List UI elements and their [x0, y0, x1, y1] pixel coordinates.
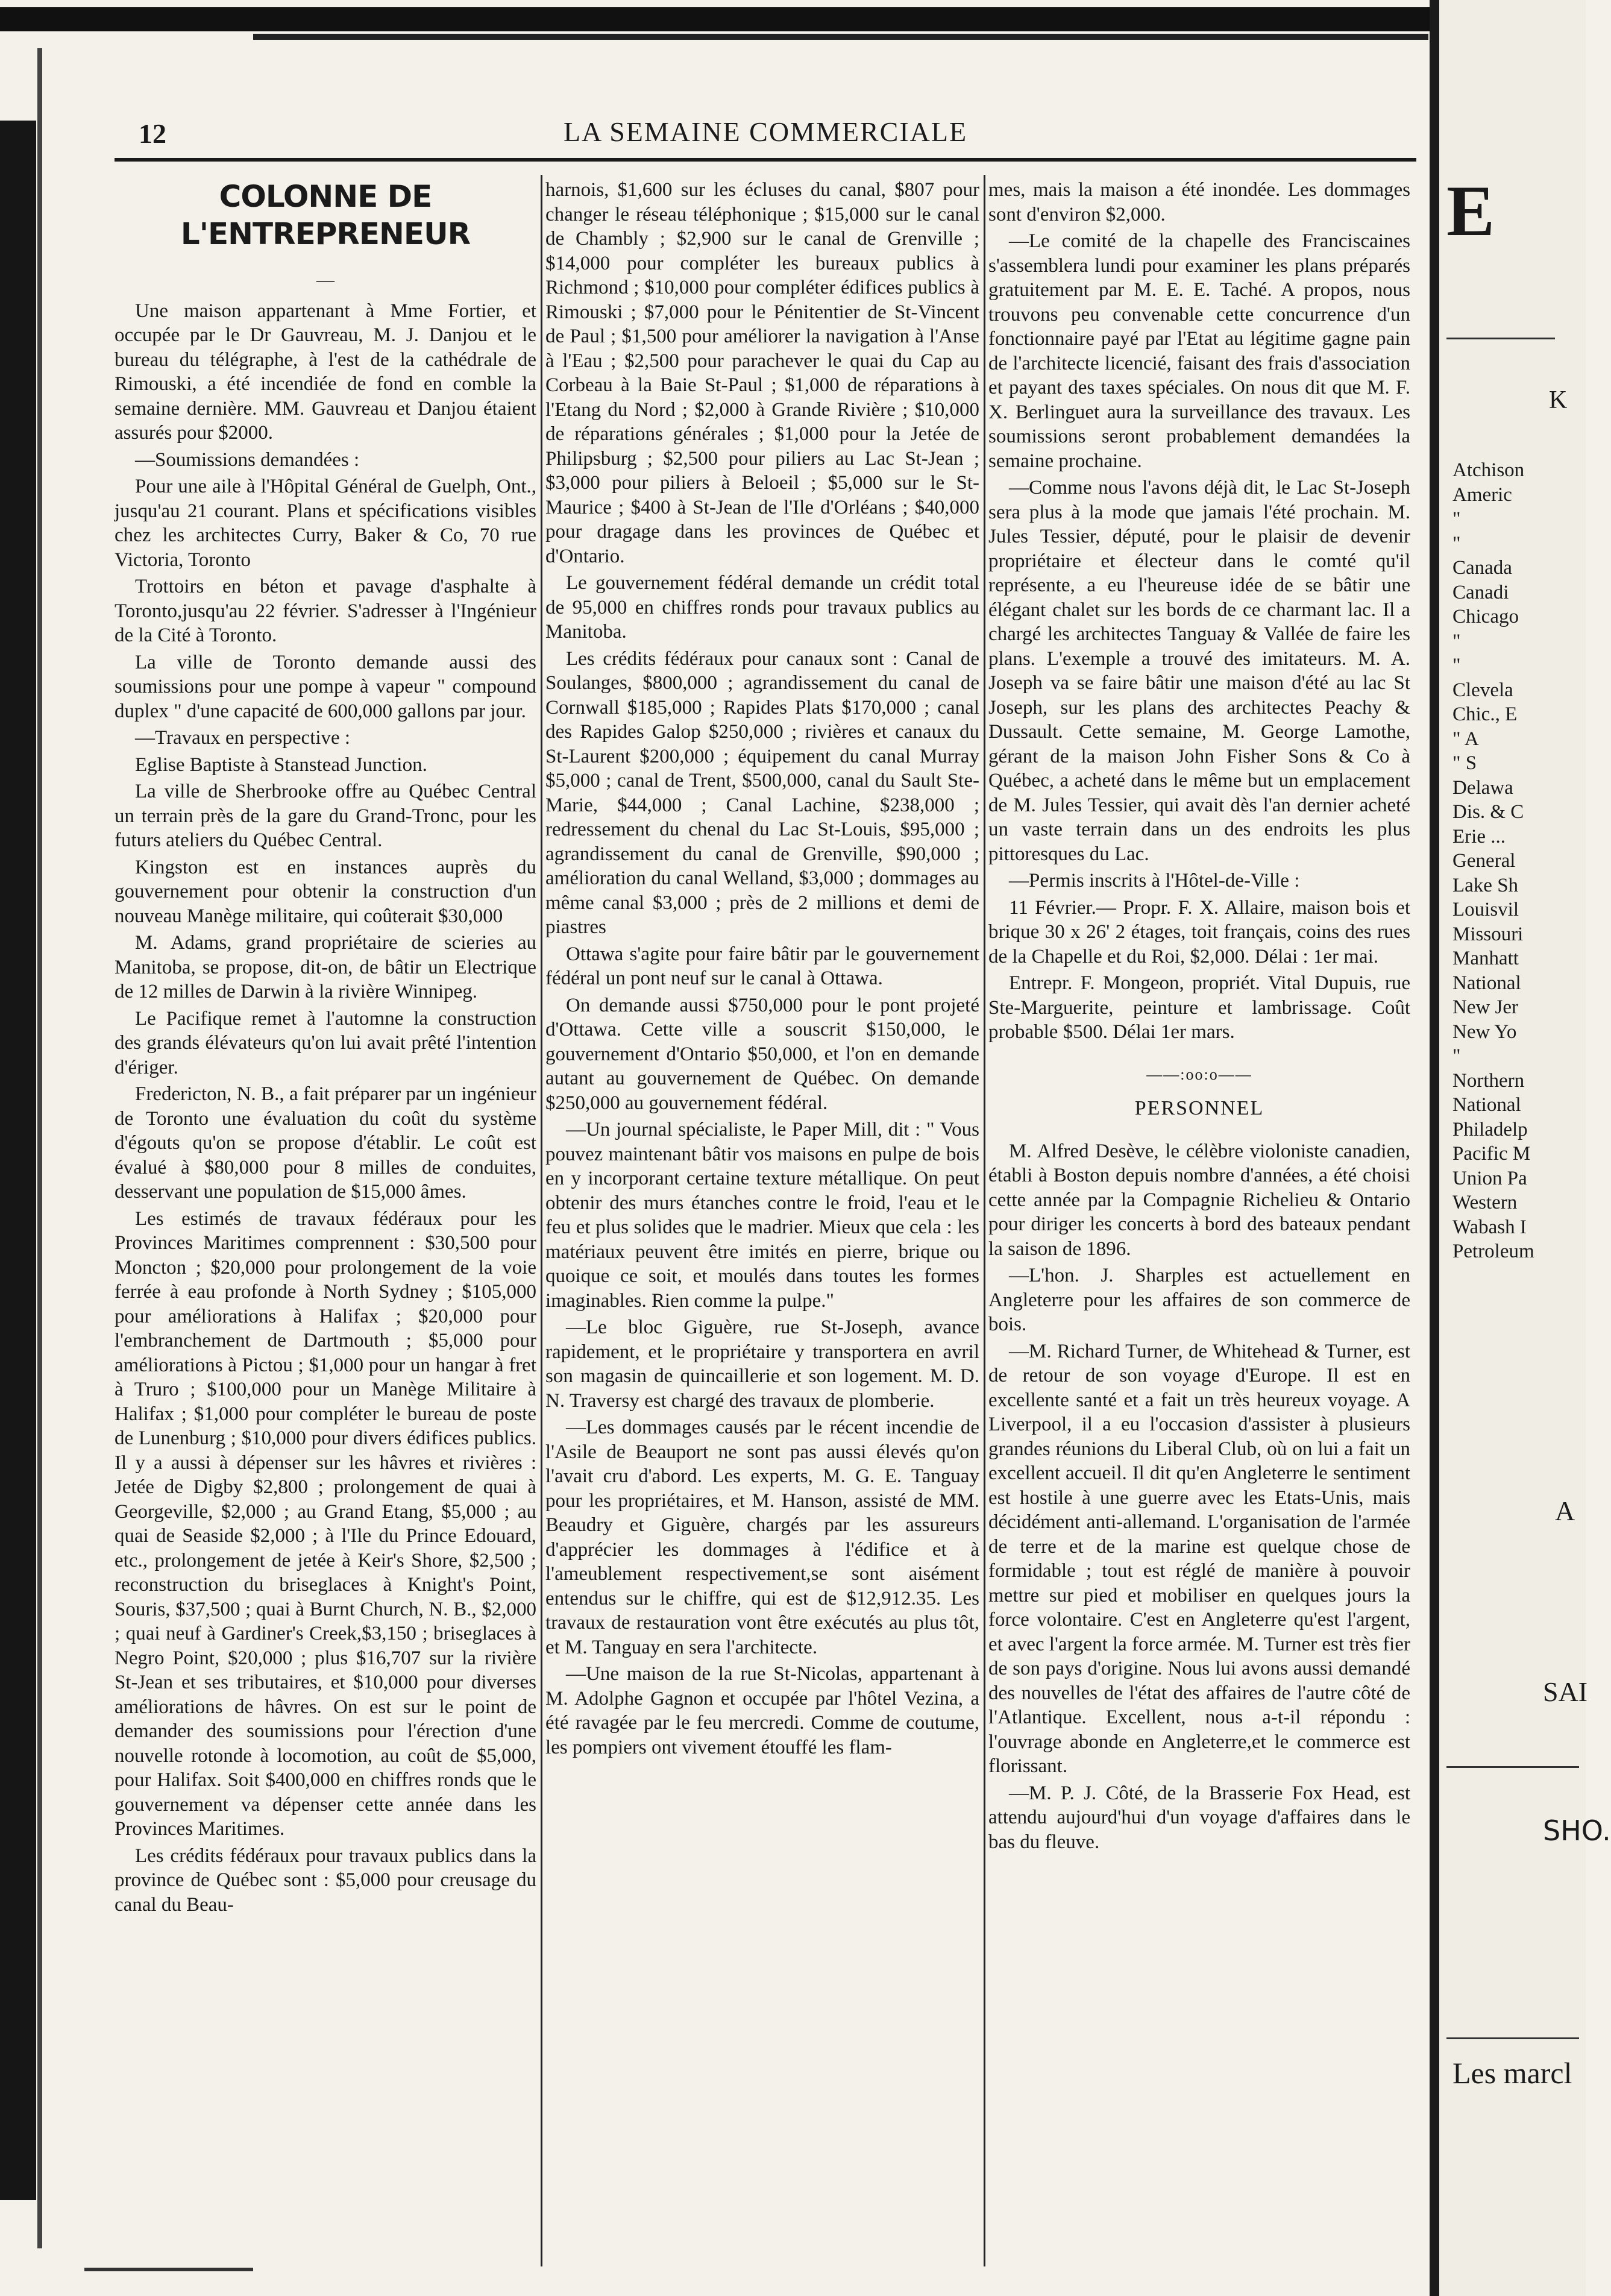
adjacent-page-heading-letter: E	[1446, 171, 1495, 251]
article-paragraph: Trottoirs en béton et pavage d'asphalte à Toronto,jusqu'au 22 février. S'adresser à l'Ingénieur de la Cité à Toronto.	[115, 576, 536, 646]
adjacent-page-stock-item: " S	[1452, 752, 1477, 774]
adjacent-page-stock-item: New Yo	[1452, 1021, 1517, 1043]
scan-right-gutter	[1430, 0, 1439, 2296]
article-paragraph: —Un journal spécialiste, le Paper Mill, dit : " Vous pouvez maintenant bâtir vos maisons en pulpe de bois en y incorporant certaine texture métallique. On peut obtenir des murs étanches contre le froid, l'eau et le feu et plus solides que le madrier. Mieux que cela : les matériaux peuvent être imités en pierre, brique ou quoique ce soit, et moulés dans toutes les formes imaginables. Rien comme la pulpe."	[545, 1119, 979, 1312]
adjacent-page-stock-item: Americ	[1452, 483, 1512, 506]
adjacent-page-stock-item: New Jer	[1452, 996, 1519, 1018]
adjacent-page-rule	[1446, 338, 1555, 339]
adjacent-page-stock-item: Philadelp	[1452, 1118, 1528, 1140]
adjacent-page-stock-item: Clevela	[1452, 679, 1513, 701]
adjacent-page-stock-item: Dis. & C	[1452, 801, 1524, 823]
section-separator: ——:oo:o——	[1146, 1065, 1252, 1083]
article-paragraph: Pour une aile à l'Hôpital Général de Guelph, Ont., jusqu'au 21 courant. Plans et spécifications visibles chez les architectes Curry, Baker & Co, 70 rue Victoria, Toronto	[115, 476, 536, 571]
adjacent-page-stock-item: " A	[1452, 728, 1479, 750]
article-paragraph: On demande aussi $750,000 pour le pont projeté d'Ottawa. Cette ville a souscrit $150,000, le gouvernement d'Ontario $50,000, et l'on en demande autant au gouvernement de Québec. On demande $250,000 au gouvernement fédéral.	[545, 994, 979, 1114]
article-paragraph: Le Pacifique remet à l'automne la construction des grands élévateurs qu'on lui avait prêté l'intention d'ériger.	[115, 1007, 536, 1078]
article-paragraph: —Travaux en perspective :	[135, 727, 351, 749]
article-paragraph: —Les dommages causés par le récent incendie de l'Asile de Beauport ne sont pas aussi élevés qu'on l'avait cru d'abord. Les experts, M. G. E. Tanguay pour les propriétaires, et M. Hanson, assisté de MM. Beaudry et Giguère, chargés par les assureurs d'apprécier les dommages à l'édifice et à l'ameublement respectivement,se sont aisément entendus sur le chiffre, qui est de $12,912.35. Les travaux de restauration vont être exécutés au plus tôt, et M. Tanguay en sera l'architecte.	[545, 1417, 979, 1658]
article-paragraph: La ville de Sherbrooke offre au Québec Central un terrain près de la gare du Grand-Tronc, pour les futurs ateliers du Québec Central.	[115, 781, 536, 851]
adjacent-page-fragment-sa: SAI	[1543, 1676, 1588, 1707]
adjacent-page-stock-item: Louisvil	[1452, 899, 1519, 920]
adjacent-page-stock-item: National	[1452, 972, 1521, 994]
article-paragraph: —Une maison de la rue St-Nicolas, appartenant à M. Adolphe Gagnon et occupée par l'hôtel Vezina, a été ravagée par le feu mercredi. Comme de coutume, les pompiers ont vivement étouffé les flam-	[545, 1663, 979, 1758]
article-paragraph: —Soumissions demandées :	[135, 448, 360, 471]
article-paragraph: —Permis inscrits à l'Hôtel-de-Ville :	[1009, 870, 1300, 892]
column-right	[988, 178, 1410, 1857]
scan-top-edge-bar	[0, 7, 1459, 31]
scan-top-thin-rule	[253, 34, 1428, 40]
article-paragraph: La ville de Toronto demande aussi des soumissions pour une pompe à vapeur " compound duplex " d'une capacité de 600,000 gallons par jour.	[115, 651, 536, 722]
adjacent-page-stock-item: Atchison	[1452, 459, 1525, 481]
article-paragraph: M. Adams, grand propriétaire de scieries au Manitoba, se propose, dit-on, de bâtir un Electrique de 12 milles de Darwin à la rivière Winnipeg.	[115, 932, 536, 1002]
adjacent-page-stock-item: Petroleum	[1452, 1241, 1534, 1262]
article-paragraph: Fredericton, N. B., a fait préparer par un ingénieur de Toronto une évaluation du coût du système d'égouts qu'on se propose d'établir. Le coût est évalué à $80,000 pour 8 milles de conduites, desservant une population de $15,000 âmes.	[115, 1083, 536, 1203]
adjacent-page-stock-item: "	[1452, 508, 1461, 530]
article-paragraph: M. Alfred Desève, le célèbre violoniste canadien, établi à Boston depuis nombre d'années, a été choisi cette année par la Compagnie Richelieu & Ontario pour diriger les concerts à bord des bateaux pendant la saison de 1896.	[988, 1140, 1410, 1260]
header-rule	[115, 158, 1416, 162]
adjacent-page-stock-item: Wabash I	[1452, 1216, 1527, 1238]
adjacent-page-stock-item: "	[1452, 532, 1461, 555]
adjacent-page-stock-item: Erie ...	[1452, 825, 1506, 848]
adjacent-page-stock-item: "	[1452, 630, 1461, 652]
article-paragraph: Le gouvernement fédéral demande un crédit total de 95,000 en chiffres ronds pour travaux publics au Manitoba.	[545, 572, 979, 643]
adjacent-page-stock-item: Missouri	[1452, 923, 1524, 945]
article-paragraph: Les crédits fédéraux pour travaux publics dans la province de Québec sont : $5,000 pour creusage du canal du Beau-	[115, 1845, 536, 1916]
adjacent-page-rule	[1446, 2037, 1579, 2039]
article-paragraph: mes, mais la maison a été inondée. Les dommages sont d'environ $2,000.	[988, 179, 1410, 225]
scan-left-binding-rule	[37, 48, 42, 2248]
article-paragraph: Les crédits fédéraux pour canaux sont : Canal de Soulanges, $800,000 ; agrandissement du canal de Cornwall $185,000 ; Rapides Plats $170,000 ; canal des Rapides Galop $250,000 ; rivières et canaux du St-Laurent $200,000 ; équipement du canal Murray $5,000 ; canal de Trent, $500,000, canal du Sault Ste-Marie, $44,000 ; Canal Lachine, $238,000 ; redressement du chenal du Lac St-Louis, $95,000 ; agrandissement du canal de Grenville, $90,000 ; amélioration du canal Welland, $3,000 ; dommages au même canal $3,000 ; près de 2 millions et demi de piastres	[545, 647, 979, 938]
adjacent-page-stock-item: Delawa	[1452, 776, 1513, 799]
article-paragraph: Les estimés de travaux fédéraux pour les Provinces Maritimes comprennent : $30,500 pour Moncton ; $20,000 pour prolongement de la voie ferrée à eau profonde à North Sydney ; $105,000 pour améliorations à Halifax ; $20,000 pour l'embranchement de Dartmouth ; $5,000 pour améliorations à Pictou ; $1,000 pour un hangar à fret à Truro ; $100,000 pour un Manège Militaire à Halifax ; $1,000 pour compléter le bureau de poste de Lunenburg ; $10,000 pour divers édifices publics. Il y a aussi à dépenser sur les hâvres et rivières : Jetée de Digby $2,800 ; prolongement de quai à Georgeville, $2,000 ; au Grand Etang, $5,000 ; au quai de Seaside $2,000 ; à l'Ile du Prince Edouard, etc., prolongement de jetée à Keir's Shore, $2,500 ; reconstruction du briseglaces à Knight's Point, Souris, $37,500 ; quai à Burnt Church, N. B., $2,000 ; quai neuf à Gardiner's Creek,$3,150 ; briseglaces à Negro Point, $20,000 ; plus $16,707 sur la rivière St-Jean et ses tributaires, et $10,000 pour diverses améliorations de hâvres. On est sur le point de demander des soumissions pour l'érection d'une nouvelle rotonde à locomotion, au coût de $5,000, pour Halifax. Soit $400,000 en chiffres ronds que le gouvernement va dépenser cette année dans les Provinces Maritimes.	[115, 1207, 536, 1840]
adjacent-page-stock-item: Western	[1452, 1192, 1518, 1213]
article-paragraph: Ottawa s'agite pour faire bâtir par le gouvernement fédéral un pont neuf sur le canal à Ottawa.	[545, 943, 979, 989]
article-paragraph: Une maison appartenant à Mme Fortier, et occupée par le Dr Gauvreau, M. J. Danjou et le bureau du télégraphe, à l'est de la cathédrale de Rimouski, a été incendiée de fond en comble la semaine dernière. MM. Gauvreau et Danjou étaient assurés pour $2000.	[115, 300, 536, 444]
adjacent-page-letter-a: A	[1555, 1496, 1575, 1526]
scan-bottom-mark	[84, 2268, 253, 2271]
article-paragraph: —M. Richard Turner, de Whitehead & Turner, est de retour de son voyage d'Europe. Il est en excellente santé et a fait un très heureux voyage. A Liverpool, il a eu l'occasion d'assister à plusieurs grandes réunions du Liberal Club, où on lui a fait un excellent accueil. Il dit qu'en Angleterre le sentiment est hostile à une guerre avec les Etats-Unis, mais décidément anti-allemand. L'organisation de l'armée de terre et de la marine est quelque chose de formidable ; tout est réglé de manière à pouvoir mettre sur pied et mobiliser en quelques jours la force volontaire. C'est en Angleterre qu'est l'argent, et avec l'argent la force armée. M. Turner est très fier de son pays d'origine. Nous lui avons aussi demandé des nouvelles de l'état des affaires de l'autre côté de l'Atlantique. Excellent, nous a-t-il répondu : l'ouvrage abonde en Angleterre,et le commerce est florissant.	[988, 1340, 1410, 1777]
adjacent-page-fragment-sho: SHO.	[1543, 1814, 1611, 1847]
adjacent-page-stock-item: Chicago	[1452, 606, 1519, 627]
article-paragraph: —L'hon. J. Sharples est actuellement en Angleterre pour les affaires de son commerce de bois.	[988, 1265, 1410, 1335]
column-rule-1	[541, 175, 542, 2266]
adjacent-page-stock-item: Northern	[1452, 1069, 1525, 1092]
adjacent-page-stock-item: National	[1452, 1094, 1521, 1116]
adjacent-page-fragment-marc: Les marcl	[1452, 2056, 1572, 2090]
adjacent-page-stock-item: Canada	[1452, 557, 1512, 579]
article-paragraph: Eglise Baptiste à Stanstead Junction.	[135, 753, 427, 776]
section-title-personnel: PERSONNEL	[1134, 1097, 1264, 1119]
adjacent-page-rule	[1446, 1766, 1579, 1768]
article-paragraph: —Le bloc Giguère, rue St-Joseph, avance rapidement, et le propriétaire y transportera en avril son magasin de quincaillerie et son logement. M. D. N. Traversy est chargé des travaux de plomberie.	[545, 1316, 979, 1412]
adjacent-page-stock-item: Canadi	[1452, 581, 1509, 603]
adjacent-page-stock-item: Lake Sh	[1452, 874, 1519, 896]
adjacent-page-stock-item: Union Pa	[1452, 1167, 1527, 1189]
article-paragraph: —M. P. J. Côté, de la Brasserie Fox Head, est attendu aujourd'hui d'un voyage d'affaires dans le bas du fleuve.	[988, 1782, 1410, 1853]
article-paragraph: Kingston est en instances auprès du gouvernement pour obtenir la construction d'un nouveau Manège militaire, qui coûterait $30,000	[115, 856, 536, 927]
article-paragraph: —Le comité de la chapelle des Franciscaines s'assemblera lundi pour examiner les plans préparés gratuitement par M. E. E. Taché. A propos, nous trouvons peu convenable cette concurrence d'un fonctionnaire payé par l'Etat au légitime gagne pain de l'architecte licencié, faisant des frais d'association et payant des taxes spéciales. On nous dit que M. F. X. Berlinguet aura la surveillance des travaux. Les soumissions seront probablement demandées la semaine prochaine.	[988, 230, 1410, 472]
article-paragraph: 11 Février.— Propr. F. X. Allaire, maison bois et brique 30 x 26' 2 étages, toit français, coins des rues de la Chapelle et du Roi, $2,000. Délai : 1er mai.	[988, 896, 1410, 967]
journal-title: LA SEMAINE COMMERCIALE	[563, 116, 968, 147]
scan-left-binding-edge	[0, 121, 36, 2200]
adjacent-page-letter: K	[1549, 386, 1568, 414]
page-number: 12	[139, 118, 166, 149]
column-middle	[545, 178, 979, 1762]
adjacent-page-stock-item: Manhatt	[1452, 948, 1519, 969]
title-dash: —	[316, 270, 334, 290]
column-rule-2	[984, 175, 985, 2266]
adjacent-page-stock-item: Pacific M	[1452, 1143, 1531, 1165]
adjacent-page-stock-item: "	[1452, 1045, 1461, 1067]
adjacent-page-stock-item: "	[1452, 655, 1461, 676]
article-paragraph: harnois, $1,600 sur les écluses du canal, $807 pour changer le réseau téléphonique ; $15,000 sur le canal de Chambly ; $2,900 sur le canal de Grenville ; $14,000 pour compléter les bureaux publics à Richmond ; $10,000 pour compléter édifices publics à Rimouski ; $7,000 pour le Pénitentier de St-Vincent de Paul ; $1,500 pour améliorer la navigation à l'Anse à l'Eau ; $2,500 pour parachever le quai du Cap au Corbeau à la Baie St-Paul ; $1,000 de réparations à l'Etang du Nord ; $2,000 à Grande Rivière ; $10,000 de réparations générales ; $1,000 pour la Jetée de Philipsburg ; $2,500 pour piliers au Lac St-Jean ; $3,000 pour piliers à Beloeil ; $5,000 sur le St-Maurice ; $400 à St-Jean de l'Ile d'Orléans ; $40,000 pour dragage dans les provinces de Québec et d'Ontario.	[545, 179, 979, 567]
adjacent-page-stock-item: Chic., E	[1452, 703, 1518, 725]
section-title-entrepreneur: COLONNE DE L'ENTREPRENEUR	[180, 179, 471, 251]
article-paragraph: Entrepr. F. Mongeon, propriét. Vital Dupuis, rue Ste-Marguerite, peinture et lambrissage. Coût probable $500. Délai 1er mars.	[988, 972, 1410, 1043]
adjacent-page-stock-item: General	[1452, 850, 1516, 872]
article-paragraph: —Comme nous l'avons déjà dit, le Lac St-Joseph sera plus à la mode que jamais l'été prochain. M. Jules Tessier, député, pour le plaisir de devenir propriétaire et électeur dans le comté qu'il représente, a eu l'heureuse idée de se bâtir une élégant chalet sur les bords de ce charmant lac. Il a chargé les architectes Tanguay & Vallée de faire les plans. L'exemple a trouvé des imitateurs. M. A. Joseph va se faire bâtir une maison d'été au lac St Joseph, sur les plans des architectes Peachy & Dussault. Cette semaine, M. George Lamothe, gérant de la maison John Fisher Sons & Co à Québec, a acheté dans le même but un emplacement de M. Jules Tessier, qui avait dès l'an dernier acheté un vaste terrain dans un des endroits les plus pittoresques du Lac.	[988, 477, 1410, 865]
column-left	[115, 178, 536, 1919]
